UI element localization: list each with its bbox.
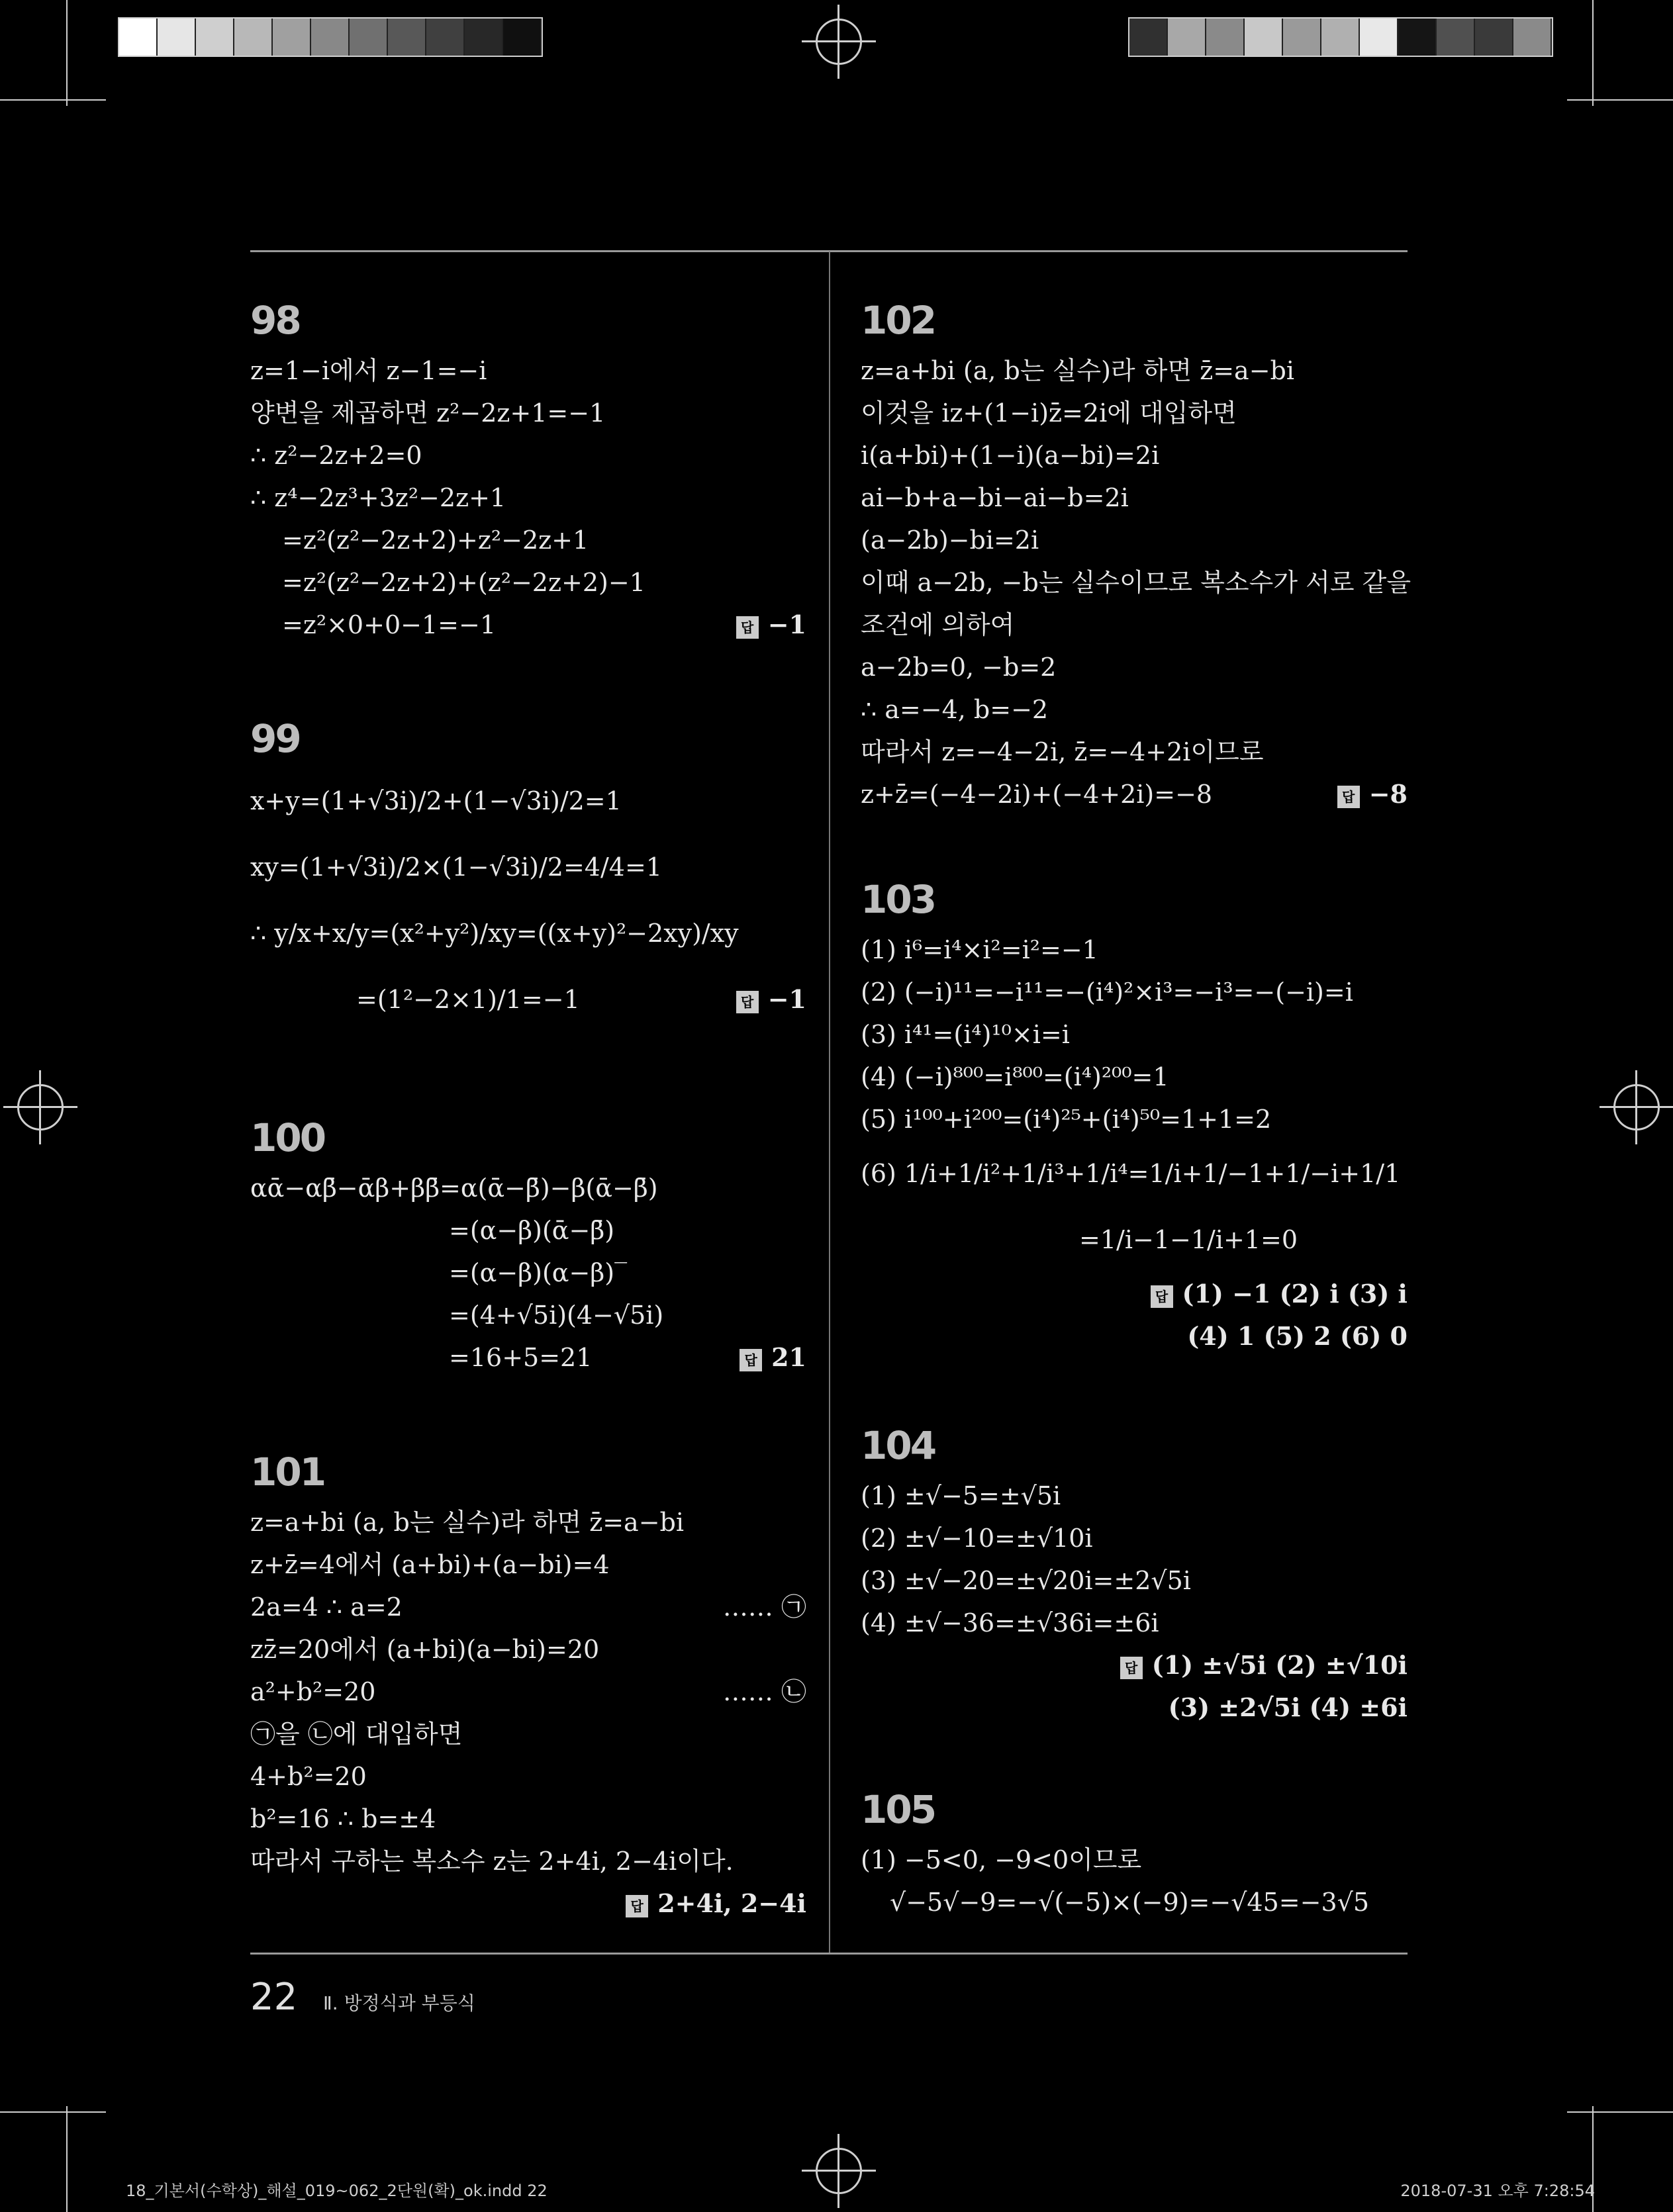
solution-line: 이때 a−2b, −b는 실수이므로 복소수가 서로 같을 xyxy=(861,568,1411,597)
solution-line: ∴ a=−4, b=−2 xyxy=(861,695,1049,724)
answer xyxy=(736,604,806,646)
registration-mark-left xyxy=(17,1084,64,1130)
registration-mark-bottom xyxy=(816,2148,862,2194)
answer-value: (4) 1 (5) 2 (6) 0 xyxy=(1187,1321,1408,1351)
solution-line: (3) ±√−20=±√20i=±2√5i xyxy=(861,1566,1191,1595)
solution-line: 따라서 z=−4−2i, z̄=−4+2i이므로 xyxy=(861,737,1264,766)
answer-line xyxy=(861,1273,1408,1315)
solution-line: i(a+bi)+(1−i)(a−bi)=2i xyxy=(861,441,1160,470)
crop-mark xyxy=(66,0,68,106)
solution-line xyxy=(861,773,1408,815)
answer-badge: 답 xyxy=(1120,1657,1143,1679)
problem-number: 105 xyxy=(861,1787,935,1832)
answer-value: −1 xyxy=(767,984,806,1014)
answer-value: (1) ±√5i (2) ±√10i xyxy=(1151,1650,1408,1680)
crop-mark xyxy=(1567,99,1673,101)
crop-mark xyxy=(1567,2111,1673,2113)
answer-value: −1 xyxy=(767,610,806,639)
registration-mark-top xyxy=(816,19,862,65)
answer-badge: 답 xyxy=(736,616,759,639)
problem-number: 99 xyxy=(250,716,300,761)
problem-98 xyxy=(250,298,806,646)
solution-line: (3) i⁴¹=(i⁴)¹⁰×i=i xyxy=(861,1020,1070,1049)
problem-number: 104 xyxy=(861,1423,935,1468)
crop-mark xyxy=(1592,0,1594,106)
solution-line: =z²(z²−2z+2)+(z²−2z+2)−1 xyxy=(282,568,645,597)
problem-number: 103 xyxy=(861,877,935,922)
solution-line xyxy=(250,1671,806,1713)
answer-badge: 답 xyxy=(736,991,759,1013)
solution-line: b²=16 ∴ b=±4 xyxy=(250,1804,436,1833)
solution-line: =(4+√5i)(4−√5i) xyxy=(449,1301,664,1330)
color-bar-right xyxy=(1128,17,1553,57)
answer xyxy=(626,1882,806,1925)
problem-101 xyxy=(250,1450,806,1925)
answer-value: 2+4i, 2−4i xyxy=(657,1888,806,1918)
solution-line xyxy=(250,966,806,1033)
solution-line xyxy=(250,1586,806,1628)
answer-line xyxy=(861,1686,1408,1729)
solution-line xyxy=(250,1336,806,1379)
problem-100 xyxy=(250,1115,806,1379)
answer-value: (1) −1 (2) i (3) i xyxy=(1182,1279,1408,1309)
solution-line: z=a+bi (a, b는 실수)라 하면 z̄=a−bi xyxy=(861,356,1295,385)
crop-mark xyxy=(0,99,106,101)
answer xyxy=(740,1336,806,1379)
solution-line: xy=(1+√3i)/2×(1−√3i)/2=4/4=1 xyxy=(250,853,662,882)
answer xyxy=(736,966,806,1033)
solution-line: (4) (−i)⁸⁰⁰=i⁸⁰⁰=(i⁴)²⁰⁰=1 xyxy=(861,1062,1169,1091)
answer-badge: 답 xyxy=(1337,786,1360,808)
solution-line: ai−b+a−bi−ai−b=2i xyxy=(861,483,1129,512)
answer-value: −8 xyxy=(1368,779,1408,809)
solution-line: =(α−β)(α−β)‾ xyxy=(449,1258,628,1287)
answer-line xyxy=(250,1882,806,1925)
solution-line: αᾱ−αβ̄−ᾱβ+ββ̄=α(ᾱ−β̄)−β(ᾱ−β̄) xyxy=(250,1174,658,1203)
solution-line: (1) ±√−5=±√5i xyxy=(861,1481,1061,1510)
solution-line: 양변을 제곱하면 z²−2z+1=−1 xyxy=(250,398,606,428)
solution-text: =z²×0+0−1=−1 xyxy=(282,610,496,639)
solution-line: (1) −5<0, −9<0이므로 xyxy=(861,1845,1142,1874)
solution-line: (5) i¹⁰⁰+i²⁰⁰=(i⁴)²⁵+(i⁴)⁵⁰=1+1=2 xyxy=(861,1105,1272,1134)
solution-line: =z²(z²−2z+2)+z²−2z+1 xyxy=(282,526,589,555)
registration-mark-right xyxy=(1613,1084,1660,1130)
answer xyxy=(1337,773,1408,815)
answer-value: (3) ±2√5i (4) ±6i xyxy=(1168,1692,1408,1722)
solution-line: ∴ y/x+x/y=(x²+y²)/xy=((x+y)²−2xy)/xy xyxy=(250,919,739,948)
answer xyxy=(1120,1644,1408,1686)
problem-102 xyxy=(861,298,1411,815)
color-bar-left xyxy=(118,17,543,57)
slug-datetime: 2018-07-31 오후 7:28:54 xyxy=(1400,2182,1595,2200)
answer-line xyxy=(861,1315,1408,1358)
column-divider xyxy=(829,252,830,1953)
problem-number: 100 xyxy=(250,1115,325,1160)
problem-105 xyxy=(861,1787,1408,1923)
solution-line: 이것을 iz+(1−i)z̄=2i에 대입하면 xyxy=(861,398,1237,428)
solution-line: x+y=(1+√3i)/2+(1−√3i)/2=1 xyxy=(250,786,622,815)
solution-line: z+z̄=4에서 (a+bi)+(a−bi)=4 xyxy=(250,1550,610,1579)
solution-line: (1) i⁶=i⁴×i²=i²=−1 xyxy=(861,935,1098,964)
solution-line: zz̄=20에서 (a+bi)(a−bi)=20 xyxy=(250,1635,600,1664)
solution-line: z=1−i에서 z−1=−i xyxy=(250,356,487,385)
solution-text: 2a=4 ∴ a=2 xyxy=(250,1592,403,1622)
solution-line: ㉠을 ㉡에 대입하면 xyxy=(250,1720,463,1749)
solution-line: z=a+bi (a, b는 실수)라 하면 z̄=a−bi xyxy=(250,1508,685,1537)
problem-number: 102 xyxy=(861,298,935,343)
solution-line: 따라서 구하는 복소수 z는 2+4i, 2−4i이다. xyxy=(250,1847,734,1876)
equation-mark-1: …… ㉠ xyxy=(722,1592,806,1622)
problem-number: 101 xyxy=(250,1450,325,1495)
answer-badge: 답 xyxy=(740,1349,762,1371)
solution-text: =16+5=21 xyxy=(449,1343,593,1372)
solution-line: (a−2b)−bi=2i xyxy=(861,526,1039,555)
solution-line: ∴ z²−2z+2=0 xyxy=(250,441,422,470)
solution-text: z+z̄=(−4−2i)+(−4+2i)=−8 xyxy=(861,780,1213,809)
crop-mark xyxy=(0,2111,106,2113)
bottom-rule xyxy=(250,1953,1408,1955)
solution-line: =(α−β)(ᾱ−β̄) xyxy=(449,1216,615,1245)
solution-line: 4+b²=20 xyxy=(250,1762,367,1791)
answer-badge: 답 xyxy=(1151,1285,1173,1308)
solution-text: =(1²−2×1)/1=−1 xyxy=(356,985,580,1014)
answer-value: 21 xyxy=(771,1342,806,1372)
solution-line xyxy=(250,604,806,646)
problem-number: 98 xyxy=(250,298,300,343)
solution-line: (4) ±√−36=±√36i=±6i xyxy=(861,1608,1159,1637)
answer-badge: 답 xyxy=(626,1895,648,1917)
solution-line: =1/i−1−1/i+1=0 xyxy=(1079,1225,1298,1254)
solution-line: ∴ z⁴−2z³+3z²−2z+1 xyxy=(250,483,506,512)
solution-line: (6) 1/i+1/i²+1/i³+1/i⁴=1/i+1/−1+1/−i+1/1 xyxy=(861,1159,1401,1188)
section-title: Ⅱ. 방정식과 부등식 xyxy=(323,1992,475,2014)
problem-104 xyxy=(861,1423,1408,1729)
crop-mark xyxy=(66,2106,68,2212)
solution-text: a²+b²=20 xyxy=(250,1677,376,1706)
solution-line: (2) (−i)¹¹=−i¹¹=−(i⁴)²×i³=−i³=−(−i)=i xyxy=(861,978,1353,1007)
solution-line: (2) ±√−10=±√10i xyxy=(861,1524,1093,1553)
answer xyxy=(1151,1273,1408,1315)
solution-line: 조건에 의하여 xyxy=(861,610,1015,639)
slug-filename: 18_기본서(수학상)_해설_019~062_2단원(확)_ok.indd 22 xyxy=(126,2182,548,2200)
page-number: 22 xyxy=(250,1976,298,2019)
solution-line: a−2b=0, −b=2 xyxy=(861,653,1057,682)
equation-mark-2: …… ㉡ xyxy=(722,1677,806,1706)
answer-line xyxy=(861,1644,1408,1686)
problem-103 xyxy=(861,877,1408,1358)
problem-99 xyxy=(250,716,806,1033)
solution-line: √−5√−9=−√(−5)×(−9)=−√45=−3√5 xyxy=(890,1888,1370,1917)
